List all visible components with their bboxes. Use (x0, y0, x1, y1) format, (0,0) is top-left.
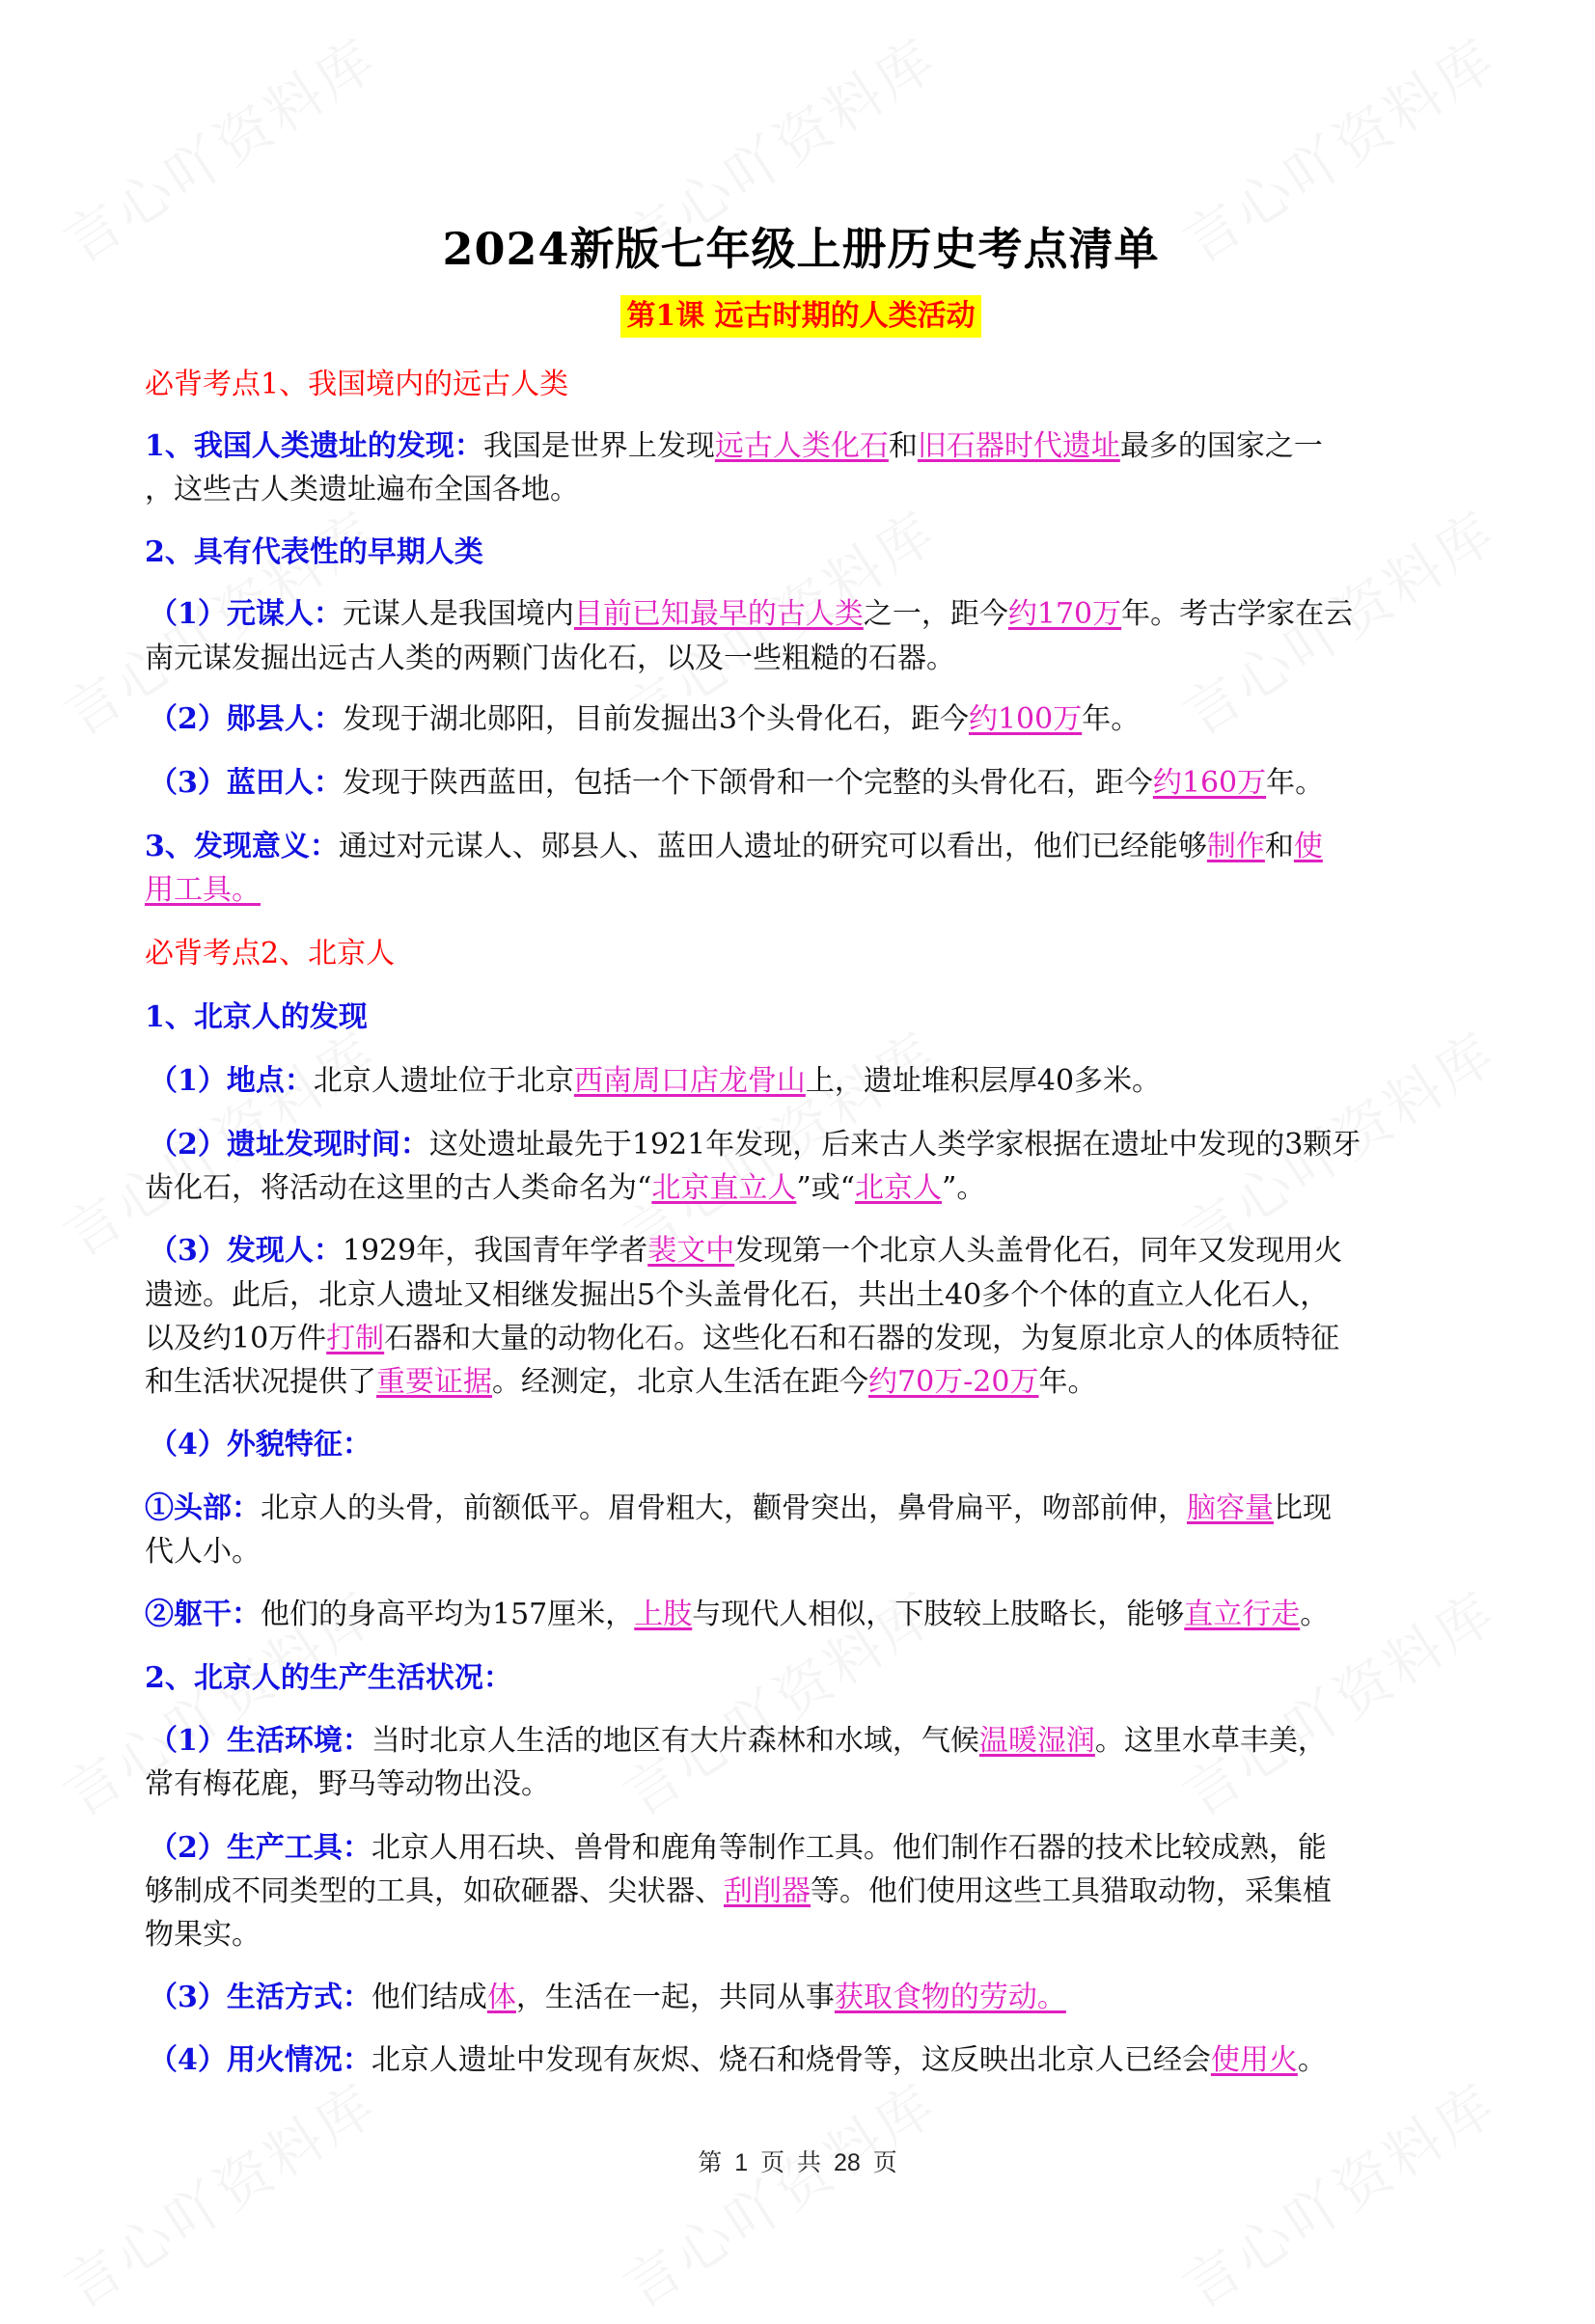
text: 年。考古学家在云 (1121, 597, 1354, 631)
item-label: 3、发现意义： (145, 830, 339, 863)
paragraph-continuation (145, 1360, 1457, 1404)
text: 年。 (1038, 1365, 1097, 1399)
key-term: 重要证据 (376, 1365, 492, 1399)
watermark (1165, 2060, 1510, 2323)
paragraph-item (145, 1059, 1461, 1103)
key-term: 温暖湿润 (978, 1724, 1095, 1758)
item-label: （2）生产工具： (149, 1831, 371, 1865)
text: 元谋人是我国境内 (342, 597, 574, 631)
key-term: 北京直立人 (651, 1171, 797, 1205)
watermark (45, 2060, 391, 2323)
key-term: 远古人类化石 (714, 429, 889, 463)
paragraph-continuation: 常有梅花鹿，野马等动物出没。 (145, 1767, 550, 1801)
footer-text: 页 (872, 2149, 897, 2176)
item-label: ②躯干： (145, 1598, 261, 1631)
text: 当时北京人生活的地区有大片森林和水域，气候 (371, 1724, 979, 1758)
lesson-heading-wrap (145, 295, 1457, 338)
text: 通过对元谋人、郧县人、蓝田人遗址的研究可以看出，他们已经能够 (338, 830, 1207, 863)
paragraph-item (145, 1229, 1461, 1272)
item-label: （3）发现人： (149, 1234, 343, 1268)
text: 上，遗址堆积层厚40多米。 (805, 1064, 1162, 1098)
text: 够制成不同类型的工具，如砍砸器、尖状器、 (145, 1874, 724, 1908)
paragraph-item (145, 825, 1457, 868)
key-term: 约70万-20万 (868, 1365, 1039, 1399)
text: 北京人遗址中发现有灰烬、烧石和烧骨等，这反映出北京人已经会 (371, 2043, 1211, 2077)
key-term: 打制 (326, 1322, 385, 1355)
key-term: 使 (1293, 830, 1323, 863)
item-label: （3）蓝田人： (149, 766, 343, 800)
text: 北京人用石块、兽骨和鹿角等制作工具。他们制作石器的技术比较成熟，能 (371, 1831, 1327, 1865)
text: 齿化石，将活动在这里的古人类命名为“ (145, 1171, 652, 1205)
key-term: 使用火 (1210, 2043, 1298, 2077)
text: 。 (1300, 1598, 1330, 1631)
paragraph-item (145, 697, 1461, 741)
key-term: 旧石器时代遗址 (917, 429, 1120, 463)
key-term: 获取食物的劳动。 (834, 1981, 1066, 2014)
key-term: 制作 (1206, 830, 1265, 863)
key-term: 脑容量 (1187, 1491, 1274, 1525)
paragraph-item (145, 592, 1461, 636)
paragraph-item (145, 1826, 1461, 1870)
section-heading: 必背考点1、我国境内的远古人类 (145, 368, 569, 401)
paragraph-item (145, 2038, 1461, 2082)
text: 北京人的头骨，前额低平。眉骨粗大，颧骨突出，鼻骨扁平，吻部前伸， (261, 1491, 1187, 1525)
subsection-heading: （4）外貌特征： (149, 1428, 371, 1462)
text: 他们的身高平均为157厘米， (261, 1598, 635, 1631)
paragraph-item (145, 1593, 1457, 1636)
text: 石器和大量的动物化石。这些化石和石器的发现，为复原北京人的体质特征 (384, 1322, 1340, 1355)
lesson-heading: 第1课 远古时期的人类活动 (620, 295, 980, 338)
text: 之一，距今 (863, 597, 1008, 631)
paragraph-item (145, 761, 1461, 805)
paragraph-continuation (145, 1317, 1457, 1360)
paragraph-continuation: ，这些古人类遗址遍布全国各地。 (145, 473, 579, 506)
paragraph-continuation: 代人小。 (145, 1535, 261, 1569)
text: 和 (1264, 830, 1294, 863)
text: 发现于陕西蓝田，包括一个下颌骨和一个完整的头骨化石，距今 (342, 766, 1153, 800)
key-term: 约170万 (1007, 597, 1122, 631)
paragraph-item (145, 1976, 1461, 2019)
item-label: （1）地点： (149, 1064, 314, 1098)
paragraph-item (145, 1719, 1461, 1763)
watermark (605, 2060, 950, 2323)
text: 这处遗址最先于1921年发现，后来古人类学家根据在遗址中发现的3颗牙 (428, 1128, 1361, 1162)
text: ”或“ (796, 1171, 856, 1205)
item-label: （1）元谋人： (149, 597, 343, 631)
text: 。经测定，北京人生活在距今 (492, 1365, 868, 1399)
key-term: 西南周口店龙骨山 (573, 1064, 806, 1098)
paragraph-continuation (145, 868, 1457, 912)
text: 与现代人相似，下肢较上肢略长，能够 (692, 1598, 1185, 1631)
text: 以及约10万件 (145, 1322, 327, 1355)
item-label: （2）遗址发现时间： (149, 1128, 429, 1162)
key-term: 刮削器 (724, 1874, 811, 1908)
paragraph-item (145, 1487, 1457, 1530)
document-title: 2024新版七年级上册历史考点清单 (442, 223, 1160, 275)
item-label: （3）生活方式： (149, 1981, 371, 2014)
text: 1929年，我国青年学者 (342, 1234, 648, 1268)
key-term: 裴文中 (647, 1234, 735, 1268)
key-term: 直立行走 (1184, 1598, 1301, 1631)
key-term: 约160万 (1152, 766, 1267, 800)
subsection-heading: 2、具有代表性的早期人类 (145, 535, 483, 569)
text: 。这里水草丰美， (1094, 1724, 1327, 1758)
item-label: （4）用火情况： (149, 2043, 371, 2077)
key-term: 用工具。 (145, 873, 261, 907)
text: 发现于湖北郧阳，目前发掘出3个头骨化石，距今 (342, 702, 969, 736)
text: 年。 (1266, 766, 1325, 800)
text: ，生活在一起，共同从事 (515, 1981, 835, 2014)
key-term: 北京人 (855, 1171, 943, 1205)
paragraph-continuation (145, 1870, 1457, 1913)
text: 最多的国家之一 (1119, 429, 1323, 463)
text: 。 (1297, 2043, 1327, 2077)
paragraph-continuation: 物果实。 (145, 1918, 261, 1952)
paragraph-continuation: 遗迹。此后，北京人遗址又相继发掘出5个头盖骨化石，共出土40多个个体的直立人化石人， (145, 1278, 1330, 1312)
paragraph-item (145, 1123, 1461, 1166)
text: 他们结成 (371, 1981, 487, 2014)
item-label: ①头部： (145, 1491, 261, 1525)
item-label: （2）郧县人： (149, 702, 343, 736)
paragraph-continuation: 南元谋发掘出远古人类的两颗门齿化石，以及一些粗糙的石器。 (145, 642, 955, 675)
text: 年。 (1082, 702, 1141, 736)
text: 发现第一个北京人头盖骨化石，同年又发现用火 (734, 1234, 1343, 1268)
paragraph-item (145, 424, 1457, 468)
page-footer (0, 2144, 1595, 2178)
footer-text: 第 (698, 2149, 723, 2176)
text: 北京人遗址位于北京 (313, 1064, 574, 1098)
key-term: 体 (486, 1981, 516, 2014)
text: 我国是世界上发现 (482, 429, 715, 463)
current-page-number: 1 (734, 2149, 749, 2176)
text: 和生活状况提供了 (145, 1365, 376, 1399)
key-term: 目前已知最早的古人类 (573, 597, 864, 631)
text: ”。 (942, 1171, 986, 1205)
subsection-heading: 1、北京人的发现 (145, 1000, 368, 1034)
text: 和 (888, 429, 918, 463)
paragraph-continuation (145, 1166, 1457, 1210)
subsection-heading: 2、北京人的生产生活状况： (145, 1661, 512, 1695)
key-term: 上肢 (634, 1598, 693, 1631)
total-pages-number: 28 (833, 2149, 861, 2176)
key-term: 约100万 (968, 702, 1083, 736)
item-label: 1、我国人类遗址的发现： (145, 429, 483, 463)
text: 比现 (1274, 1491, 1332, 1525)
footer-text: 页 共 (760, 2149, 822, 2176)
section-heading: 必背考点2、北京人 (145, 937, 396, 971)
item-label: （1）生活环境： (149, 1724, 371, 1758)
text: 等。他们使用这些工具猎取动物，采集植 (811, 1874, 1332, 1908)
